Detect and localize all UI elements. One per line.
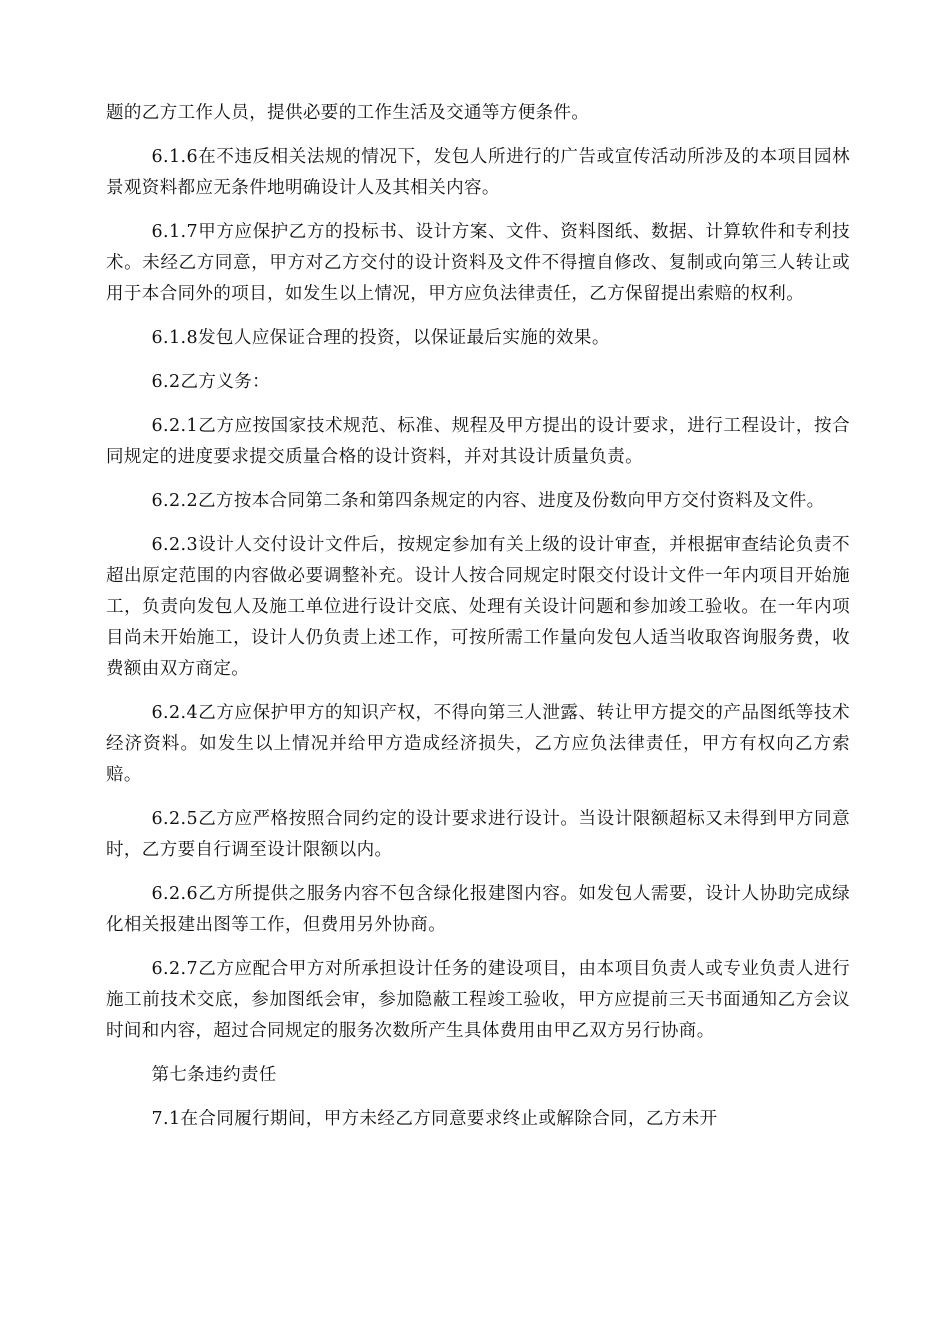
article-7-heading: 第七条违约责任 [151,1065,277,1085]
paragraph-6-2-6: 6.2.6乙方所提供之服务内容不包含绿化报建图内容。如发包人需要，设计人协助完成绿化相关报建出图等工作，但费用另外协商。 [106,884,850,935]
paragraph-6-2-5: 6.2.5乙方应严格按照合同约定的设计要求进行设计。当设计限额超标又未得到甲方同意时，乙方要自行调至设计限额以内。 [106,809,850,860]
paragraph-6-2-3: 6.2.3设计人交付设计文件后，按规定参加有关上级的设计审查，并根据审查结论负责不超出原定范围的内容做必要调整补充。设计人按合同规定时限交付设计文件一年内项目开始施工，负责向发包人及施工单位进行设计交底、处理有关设计问题和参加竣工验收。在一年内项目尚未开始施工，设计人仍负责上述工作，可按所需工作量向发包人适当收取咨询服务费，收费额由双方商定。 [106,535,850,679]
document-page [106,98,850,1148]
paragraph-continuation: 题的乙方工作人员，提供必要的工作生活及交通等方便条件。 [106,103,590,123]
paragraph-6-1-8: 6.1.8发包人应保证合理的投资，以保证最后实施的效果。 [151,328,610,348]
paragraph-7-1: 7.1在合同履行期间，甲方未经乙方同意要求终止或解除合同，乙方未开 [151,1109,718,1129]
paragraph-6-2-2: 6.2.2乙方按本合同第二条和第四条规定的内容、进度及份数向甲方交付资料及文件。 [151,491,825,511]
paragraph-6-1-6: 6.1.6在不违反相关法规的情况下，发包人所进行的广告或宣传活动所涉及的本项目园林景观资料都应无条件地明确设计人及其相关内容。 [106,147,850,198]
paragraph-6-2-7: 6.2.7乙方应配合甲方对所承担设计任务的建设项目，由本项目负责人或专业负责人进行施工前技术交底，参加图纸会审，参加隐蔽工程竣工验收，甲方应提前三天书面通知乙方会议时间和内容，超过合同规定的服务次数所产生具体费用由甲乙双方另行协商。 [106,959,850,1041]
paragraph-6-2-1: 6.2.1乙方应按国家技术规范、标准、规程及甲方提出的设计要求，进行工程设计，按合同规定的进度要求提交质量合格的设计资料，并对其设计质量负责。 [106,416,850,467]
paragraph-6-1-7: 6.1.7甲方应保护乙方的投标书、设计方案、文件、资料图纸、数据、计算软件和专利技术。未经乙方同意，甲方对乙方交付的设计资料及文件不得擅自修改、复制或向第三人转让或用于本合同外的项目，如发生以上情况，甲方应负法律责任，乙方保留提出索赔的权利。 [106,222,850,304]
section-heading-6-2: 6.2乙方义务： [151,372,271,392]
paragraph-6-2-4: 6.2.4乙方应保护甲方的知识产权，不得向第三人泄露、转让甲方提交的产品图纸等技术经济资料。如发生以上情况并给甲方造成经济损失，乙方应负法律责任，甲方有权向乙方索赔。 [106,703,850,785]
